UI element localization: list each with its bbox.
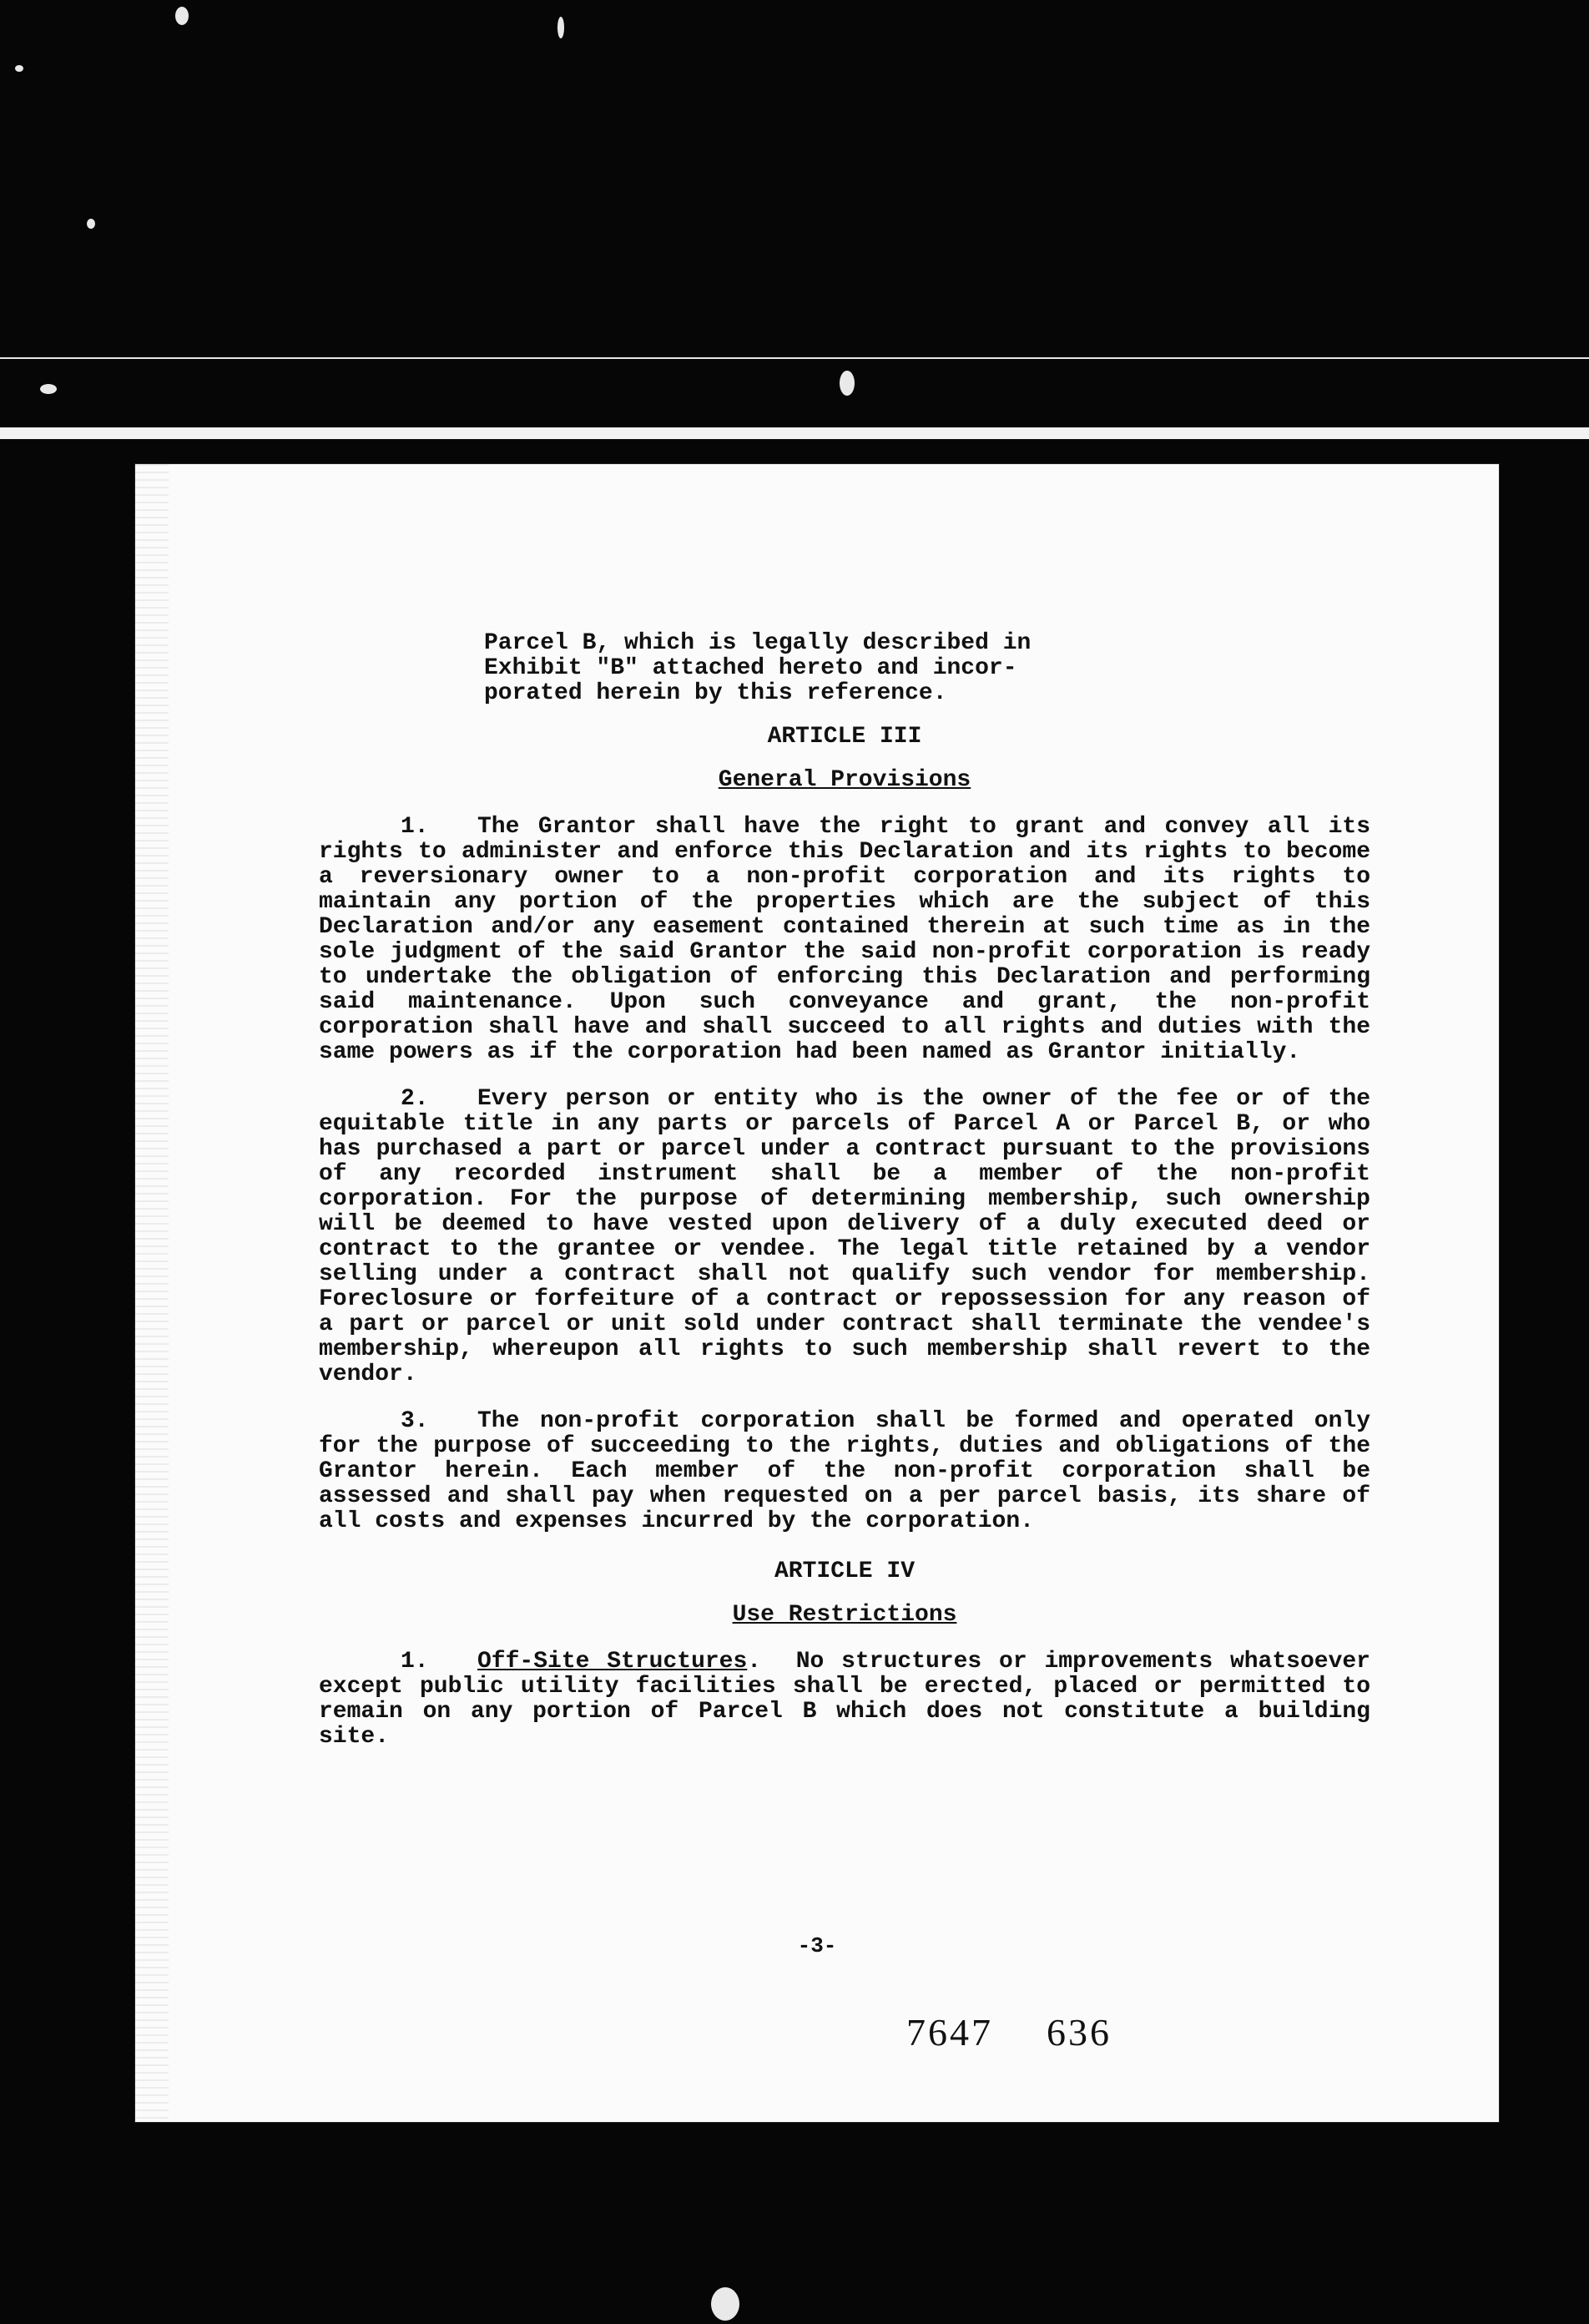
intro-line-1: Parcel B, which is legally described in bbox=[484, 630, 1032, 656]
page-number: -3- bbox=[797, 1933, 837, 1958]
document-body bbox=[319, 631, 1370, 1750]
paragraph-text: Every person or entity who is the owner of the fee or of the equitable title in any parts or parcels of Parcel A or Parcel B, or who has purchased a part or parcel under a contract pursuant to the provisions of any recorded instrument shall be a member of the non-profit corporation. For the purpose of determining membership, such ownership will be deemed to have vested upon delivery of a duly executed deed or contract to the grantee or vendee. The legal title retained by a vendor selling under a contract shall not qualify such vendor for membership. Foreclosure or forfeiture of a contract or repossession for any reason of a part or parcel or unit sold under contract shall terminate the vendee's membership, whereupon all rights to such membership shall revert to the vendor. bbox=[319, 1086, 1370, 1387]
paragraph-number: 2. bbox=[401, 1086, 429, 1112]
article-3-paragraph-3 bbox=[319, 1409, 1370, 1534]
scan-speck bbox=[840, 371, 855, 396]
scan-speck bbox=[175, 7, 189, 25]
intro-paragraph bbox=[484, 631, 1118, 706]
article-4-paragraph-1: 1. Off-Site Structures. No structures or improvements whatsoever except public utility facilities shall be erected, placed or permitted to remain on any portion of Parcel B which does not constitute a building site. bbox=[319, 1649, 1370, 1750]
paragraph-number: 3. bbox=[401, 1408, 429, 1434]
scan-speck bbox=[557, 17, 564, 38]
recording-book: 7647 bbox=[906, 2011, 993, 2054]
article-4-subheading: Use Restrictions bbox=[732, 1602, 957, 1628]
article-3-paragraph-2 bbox=[319, 1087, 1370, 1387]
scan-speck bbox=[87, 219, 95, 229]
paragraph-text: No structures or improvements whatsoever except public utility facilities shall be erected, placed or permitted to remain on any portion of Parcel B which does not constitute a building site. bbox=[319, 1649, 1370, 1750]
article-3-heading: ARTICLE III bbox=[767, 724, 922, 750]
paragraph-text: The non-profit corporation shall be formed and operated only for the purpose of succeeding to the rights, duties and obligations of the Grantor herein. Each member of the non-profit corporation shall be assessed and shall pay when requested on a per parcel basis, its share of all costs and expenses incurred by the corporation. bbox=[319, 1408, 1370, 1534]
scan-speck bbox=[711, 2287, 739, 2321]
scan-band bbox=[0, 427, 1589, 439]
recording-page: 636 bbox=[1047, 2011, 1112, 2054]
scan-edge-line bbox=[0, 357, 1589, 359]
article-3-subheading: General Provisions bbox=[718, 767, 971, 793]
paragraph-title: Off-Site Structures bbox=[477, 1649, 748, 1675]
article-4-heading: ARTICLE IV bbox=[774, 1559, 916, 1584]
paragraph-number: 1. bbox=[401, 1649, 429, 1675]
recording-stamp bbox=[906, 2010, 1165, 2054]
intro-line-3: porated herein by this reference. bbox=[484, 680, 947, 706]
article-3-paragraph-1 bbox=[319, 815, 1370, 1065]
scan-speck bbox=[15, 65, 23, 72]
intro-line-2: Exhibit "B" attached hereto and incor- bbox=[484, 655, 1017, 681]
paragraph-text: The Grantor shall have the right to grant and convey all its rights to administer and enforce this Declaration and its rights to become a reversionary owner to a non-profit corporation and its rights to maintain any portion of the properties which are the subject of this Declaration and/or any easement contained therein at such time as in the sole judgment of the said Grantor the said non-profit corporation is ready to undertake the obligation of enforcing this Declaration and performing said maintenance. Upon such conveyance and grant, the non-profit corporation shall have and shall succeed to all rights and duties with the same powers as if the corporation had been named as Grantor initially. bbox=[319, 814, 1370, 1065]
document-sheet bbox=[135, 464, 1499, 2122]
paragraph-number: 1. bbox=[401, 814, 429, 840]
scan-speck bbox=[40, 384, 57, 394]
